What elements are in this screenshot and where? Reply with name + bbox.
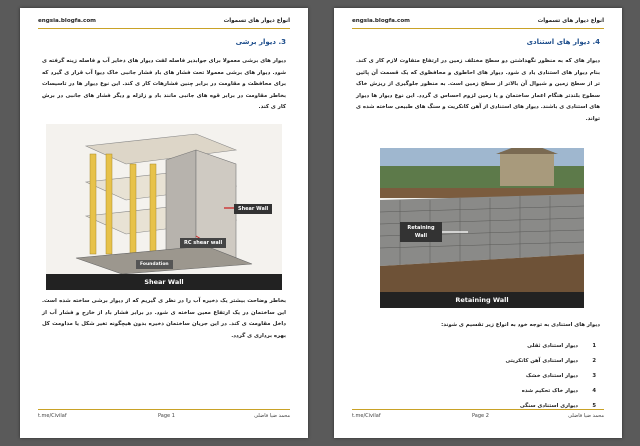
list-item-label: دیوار خاک تحکیم شده (521, 388, 578, 394)
figure-caption: Shear Wall (46, 274, 282, 290)
footer-page-number: Page 2 (472, 413, 489, 419)
document-page-right (334, 8, 622, 438)
wall-types-list (364, 343, 596, 418)
list-item-number: 3 (592, 373, 596, 379)
list-item (364, 358, 596, 373)
list-item-label: دیوار استنادی ثقلی (527, 343, 578, 349)
footer-author: محمد ضیا فاضلی (568, 413, 604, 419)
retaining-wall-tag: Retaining Wall (400, 222, 442, 242)
page-header (38, 16, 290, 29)
list-item-label: دیواری استنادی سنگی (519, 403, 578, 409)
list-item (364, 343, 596, 358)
footer-page-number: Page 1 (158, 413, 175, 419)
section-title: دیوار های استنادی (526, 38, 591, 46)
header-website[interactable]: engsia.blogfa.com (38, 18, 97, 24)
section-title: دیوار برشی (235, 38, 277, 46)
list-item (364, 388, 596, 403)
footer-channel[interactable]: t.me/Civilaf (38, 413, 67, 419)
section-number: 3. (278, 38, 286, 46)
page-footer (352, 409, 604, 422)
paragraph: دیوار های که به منظور نگهداشتن دو سطح مختلف زمین در ارتفاع متفاوت لازم کار ی کند. بنام دیوار های استنادی یاد ی شود. دیوار های احاطوی و محافظوی که یک قسمت آن پائین تر از سطح زمین و شیوال آن بالاتر از سطح زمین است. به منظور جلوگیری از ریزش خاک سطوح بلندتر هنگام اعمار ساختمان و یا زمین لزوم احساس ی گردد. این نوع دیوار ها دیوار های استنادی ی باشند. دیوار های استنادی از آهن کانکریت و سنگ های طبیعی ساخته شده ی تواند. (356, 58, 600, 122)
list-item-number: 2 (592, 358, 596, 364)
retaining-wall-figure (380, 148, 584, 308)
footer-channel[interactable]: t.me/Civilaf (352, 413, 381, 419)
document-page-left (20, 8, 308, 438)
list-item-number: 4 (592, 388, 596, 394)
list-item-number: 1 (592, 343, 596, 349)
list-intro: دیوار های استنادی به توجه خود به انواع زیر تقسیم ی شوند: (441, 322, 600, 328)
section-heading (236, 38, 286, 46)
paragraph: بخاطر وضاحت بیشتر یک ذخیره آب را در نظر ی گیریم که از دیوار برشی ساخته شده است. این ساختمان در یک ارتفاع معین ساخته ی شود. در برابر فشار باد از خارج و فشار آب از داخل مقاومت ی کند. در این جریان ساختمان ذخیره بدون هیچگونه تغیر شکل یا مداومت کل بهره برداری ی گردد. (42, 298, 286, 339)
list-item-label: دیوار استنادی خشک (525, 373, 578, 379)
list-item-number: 5 (592, 403, 596, 409)
header-website[interactable]: engsia.blogfa.com (352, 18, 411, 24)
paragraph: دیوار های برشی معمولا برای جوابدیر فاصله لفت دیوار های ذخایر آب و فاصله زینه گرفته ی شود. دیوار های برشی معمولا تحت فشار های باد فشار جانبی خاک دیوا آب قرار ی گیرد که برای محافظت و مقاومت در برابر چنین فشارهات کار ی کند. این نوع دیوار ها در تاسیسات بخاطر مقاومت در برابر قوه های جانبی مانند باد و زلزله و دیگر فشار های جانبی در برش کار ی کند. (42, 58, 286, 110)
shear-wall-figure (46, 124, 282, 290)
page-header (352, 16, 604, 29)
shear-wall-tag: Shear Wall (234, 204, 272, 214)
shear-wall-illustration (46, 124, 282, 274)
footer-author: محمد ضیا فاضلی (254, 413, 290, 419)
header-title: انواع دیوار های تسموات (223, 18, 290, 24)
list-item (364, 373, 596, 388)
rc-shear-wall-tag: RC shear wall (180, 238, 226, 248)
section-number: 4. (592, 38, 600, 46)
retaining-wall-photo (380, 148, 584, 292)
foundation-tag: Foundation (136, 260, 173, 269)
page-footer (38, 409, 290, 422)
figure-caption: Retaining Wall (380, 292, 584, 308)
header-title: انواع دیوار های تسموات (537, 18, 604, 24)
section-heading (527, 38, 600, 46)
list-item-label: دیوار استنادی آهن کانکریتی (505, 358, 578, 364)
